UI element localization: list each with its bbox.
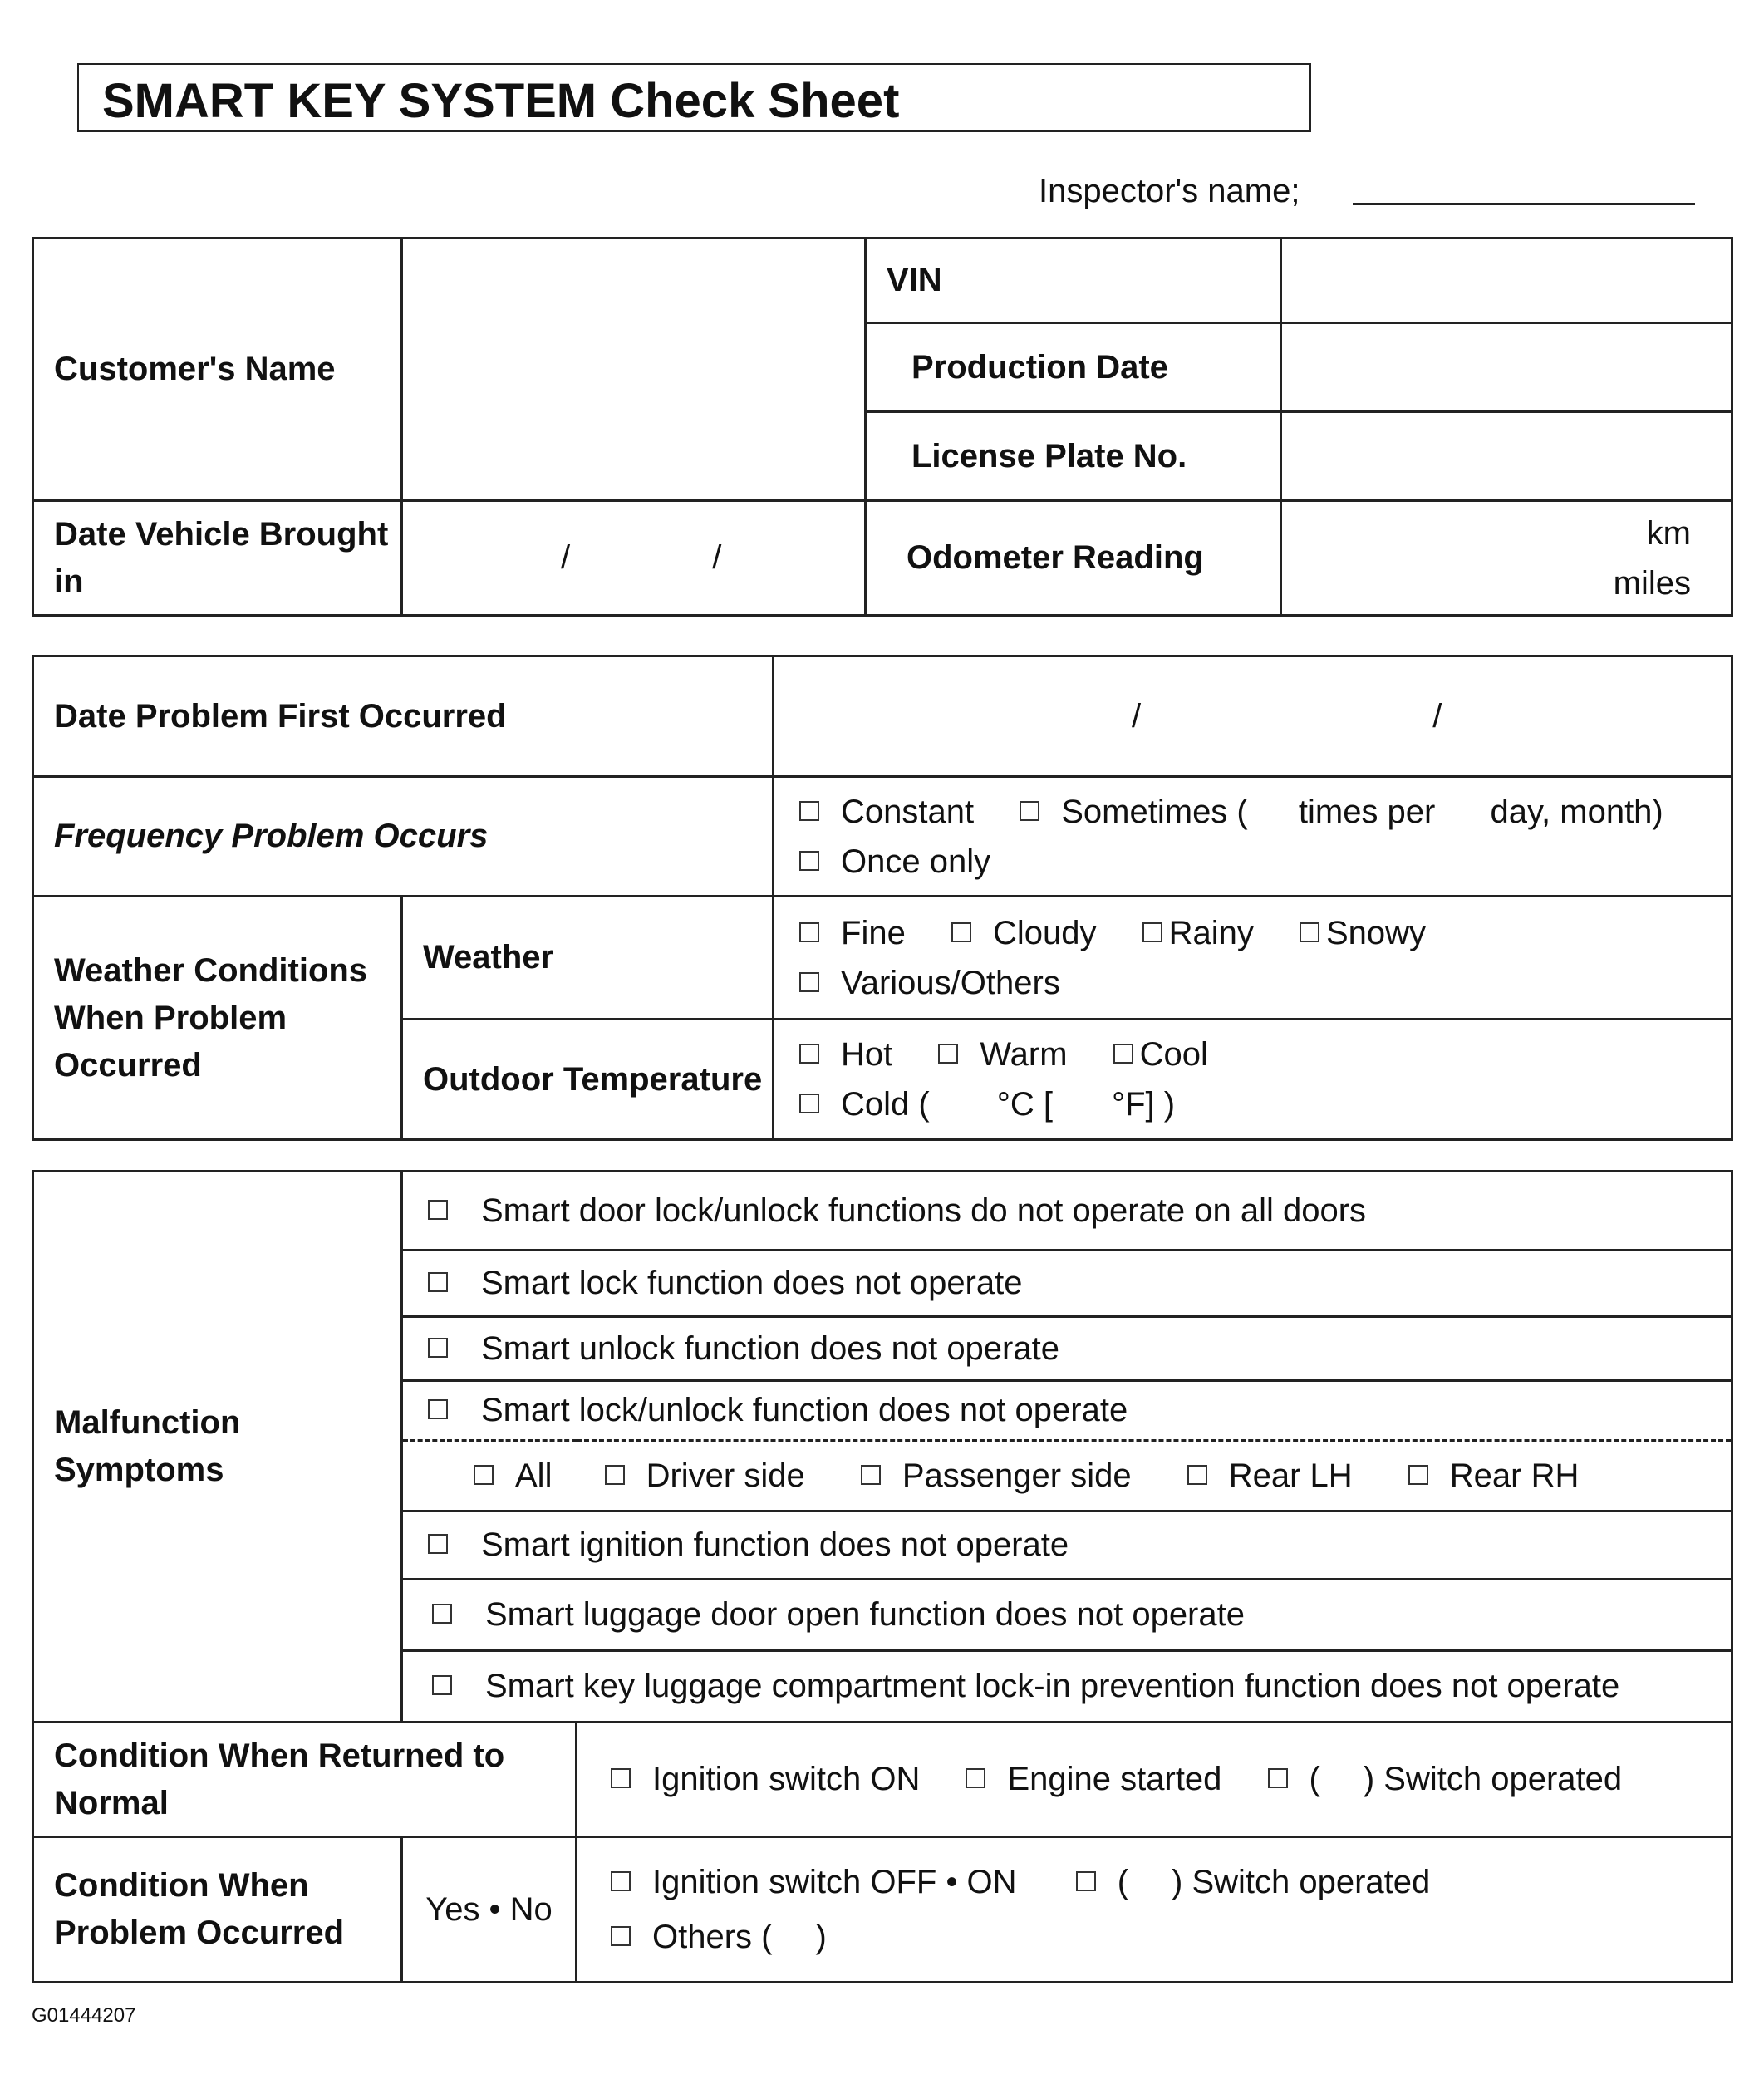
times-per-label: times per [1298, 793, 1436, 830]
option-warm[interactable]: Warm [938, 1030, 1067, 1079]
symptom-row[interactable]: Smart lock/unlock function does not operate [402, 1381, 1732, 1441]
checkbox-icon[interactable] [1020, 801, 1039, 821]
temperature-options [774, 1020, 1732, 1140]
option-rainy[interactable]: Rainy [1142, 908, 1254, 958]
checkbox-icon[interactable] [611, 1768, 631, 1788]
option-passenger-side[interactable]: Passenger side [861, 1457, 1132, 1495]
checkbox-icon[interactable] [611, 1926, 631, 1946]
normal-condition-label: Condition When Returned to Normal [33, 1723, 577, 1837]
symptom-row[interactable]: Smart ignition function does not operate [402, 1511, 1732, 1580]
option-switch-operated[interactable]: ( ) Switch operated [1268, 1761, 1623, 1798]
license-plate-label: License Plate No. [866, 412, 1281, 501]
license-plate-field[interactable] [1281, 412, 1732, 501]
production-date-field[interactable] [1281, 323, 1732, 412]
fahrenheit-label: °F] ) [1112, 1086, 1176, 1123]
option-others[interactable]: Others ( ) [611, 1910, 827, 1964]
option-cloudy[interactable]: Cloudy [951, 908, 1097, 958]
checkbox-icon[interactable] [432, 1604, 452, 1624]
option-ignition-on[interactable]: Ignition switch ON [611, 1761, 920, 1798]
checkbox-icon[interactable] [432, 1675, 452, 1695]
checkbox-icon[interactable] [966, 1768, 985, 1788]
door-options [402, 1441, 1732, 1511]
production-date-label: Production Date [866, 323, 1281, 412]
checkbox-icon[interactable] [611, 1871, 631, 1891]
problem-info-table [32, 655, 1733, 1141]
malfunction-symptoms-label: Malfunction Symptoms [33, 1172, 402, 1723]
vin-label: VIN [866, 238, 1281, 323]
checkbox-icon[interactable] [428, 1399, 448, 1419]
unit-km: km [1646, 514, 1691, 552]
symptom-row[interactable]: Smart luggage door open function does not operate [402, 1580, 1732, 1651]
option-constant[interactable]: Constant [799, 787, 974, 837]
checkbox-icon[interactable] [428, 1338, 448, 1358]
celsius-label: °C [ [996, 1086, 1053, 1123]
problem-condition-options [577, 1837, 1732, 1983]
symptom-row[interactable]: Smart door lock/unlock functions do not operate on all doors [402, 1172, 1732, 1251]
inspector-name-line[interactable] [1353, 203, 1695, 205]
option-hot[interactable]: Hot [799, 1030, 892, 1079]
option-cool[interactable]: Cool [1113, 1030, 1208, 1079]
weather-group-label: Weather Conditions When Problem Occurred [33, 897, 402, 1140]
checkbox-icon[interactable] [1408, 1465, 1428, 1485]
checkbox-icon[interactable] [1268, 1768, 1288, 1788]
option-fine[interactable]: Fine [799, 908, 906, 958]
page-title: SMART KEY SYSTEM Check Sheet [102, 74, 900, 128]
figure-code: G01444207 [32, 2004, 136, 2027]
date-first-occurred-label: Date Problem First Occurred [33, 656, 774, 777]
checkbox-icon[interactable] [428, 1200, 448, 1220]
checkbox-icon[interactable] [799, 1094, 819, 1113]
odometer-label: Odometer Reading [866, 501, 1281, 616]
option-cold[interactable]: Cold ( [799, 1079, 930, 1129]
symptom-row[interactable]: Smart key luggage compartment lock-in prevention function does not operate [402, 1651, 1732, 1723]
date-first-occurred-field[interactable]: / / [774, 656, 1732, 777]
checkbox-icon[interactable] [951, 922, 971, 942]
weather-label: Weather [402, 897, 774, 1020]
option-ignition-off-on[interactable]: Ignition switch OFF • ON [611, 1855, 1017, 1910]
problem-condition-label: Condition When Problem Occurred [33, 1837, 402, 1983]
checkbox-icon[interactable] [1187, 1465, 1207, 1485]
date-brought-field[interactable]: / / [402, 501, 866, 616]
yes-no-field[interactable]: Yes • No [402, 1837, 577, 1983]
option-rear-lh[interactable]: Rear LH [1187, 1457, 1353, 1495]
inspector-label: Inspector's name; [1039, 173, 1300, 209]
symptom-row[interactable]: Smart unlock function does not operate [402, 1317, 1732, 1381]
normal-condition-options [577, 1723, 1732, 1837]
option-rear-rh[interactable]: Rear RH [1408, 1457, 1580, 1495]
checkbox-icon[interactable] [799, 922, 819, 942]
outdoor-temperature-label: Outdoor Temperature [402, 1020, 774, 1140]
option-driver-side[interactable]: Driver side [605, 1457, 805, 1495]
checkbox-icon[interactable] [799, 972, 819, 992]
option-various[interactable]: Various/Others [799, 958, 1060, 1008]
checkbox-icon[interactable] [799, 1044, 819, 1064]
frequency-label: Frequency Problem Occurs [33, 777, 774, 897]
option-sometimes[interactable]: Sometimes ( [1020, 787, 1248, 837]
checkbox-icon[interactable] [428, 1534, 448, 1554]
checkbox-icon[interactable] [861, 1465, 881, 1485]
unit-miles: miles [1613, 564, 1691, 602]
checkbox-icon[interactable] [1300, 922, 1319, 942]
vehicle-info-table [32, 237, 1733, 617]
customer-name-field[interactable] [402, 238, 866, 501]
checkbox-icon[interactable] [799, 801, 819, 821]
option-all-doors[interactable]: All [474, 1457, 552, 1495]
day-month-label: day, month) [1490, 793, 1663, 830]
frequency-options [774, 777, 1732, 897]
symptom-row[interactable]: Smart lock function does not operate [402, 1251, 1732, 1317]
vin-field[interactable] [1281, 238, 1732, 323]
option-engine-started[interactable]: Engine started [966, 1761, 1221, 1798]
checkbox-icon[interactable] [799, 851, 819, 871]
weather-options [774, 897, 1732, 1020]
checkbox-icon[interactable] [938, 1044, 958, 1064]
customer-name-label: Customer's Name [33, 238, 402, 501]
date-brought-label: Date Vehicle Brought in [33, 501, 402, 616]
option-once-only[interactable]: Once only [799, 837, 990, 887]
checkbox-icon[interactable] [605, 1465, 625, 1485]
option-snowy[interactable]: Snowy [1300, 908, 1426, 958]
malfunction-table [32, 1170, 1733, 1983]
checkbox-icon[interactable] [474, 1465, 494, 1485]
option-switch-operated[interactable]: ( ) Switch operated [1076, 1855, 1431, 1910]
title-box [77, 63, 1311, 132]
checkbox-icon[interactable] [1113, 1044, 1133, 1064]
checkbox-icon[interactable] [1076, 1871, 1096, 1891]
odometer-field[interactable] [1281, 501, 1732, 616]
checkbox-icon[interactable] [428, 1272, 448, 1292]
checkbox-icon[interactable] [1142, 922, 1162, 942]
